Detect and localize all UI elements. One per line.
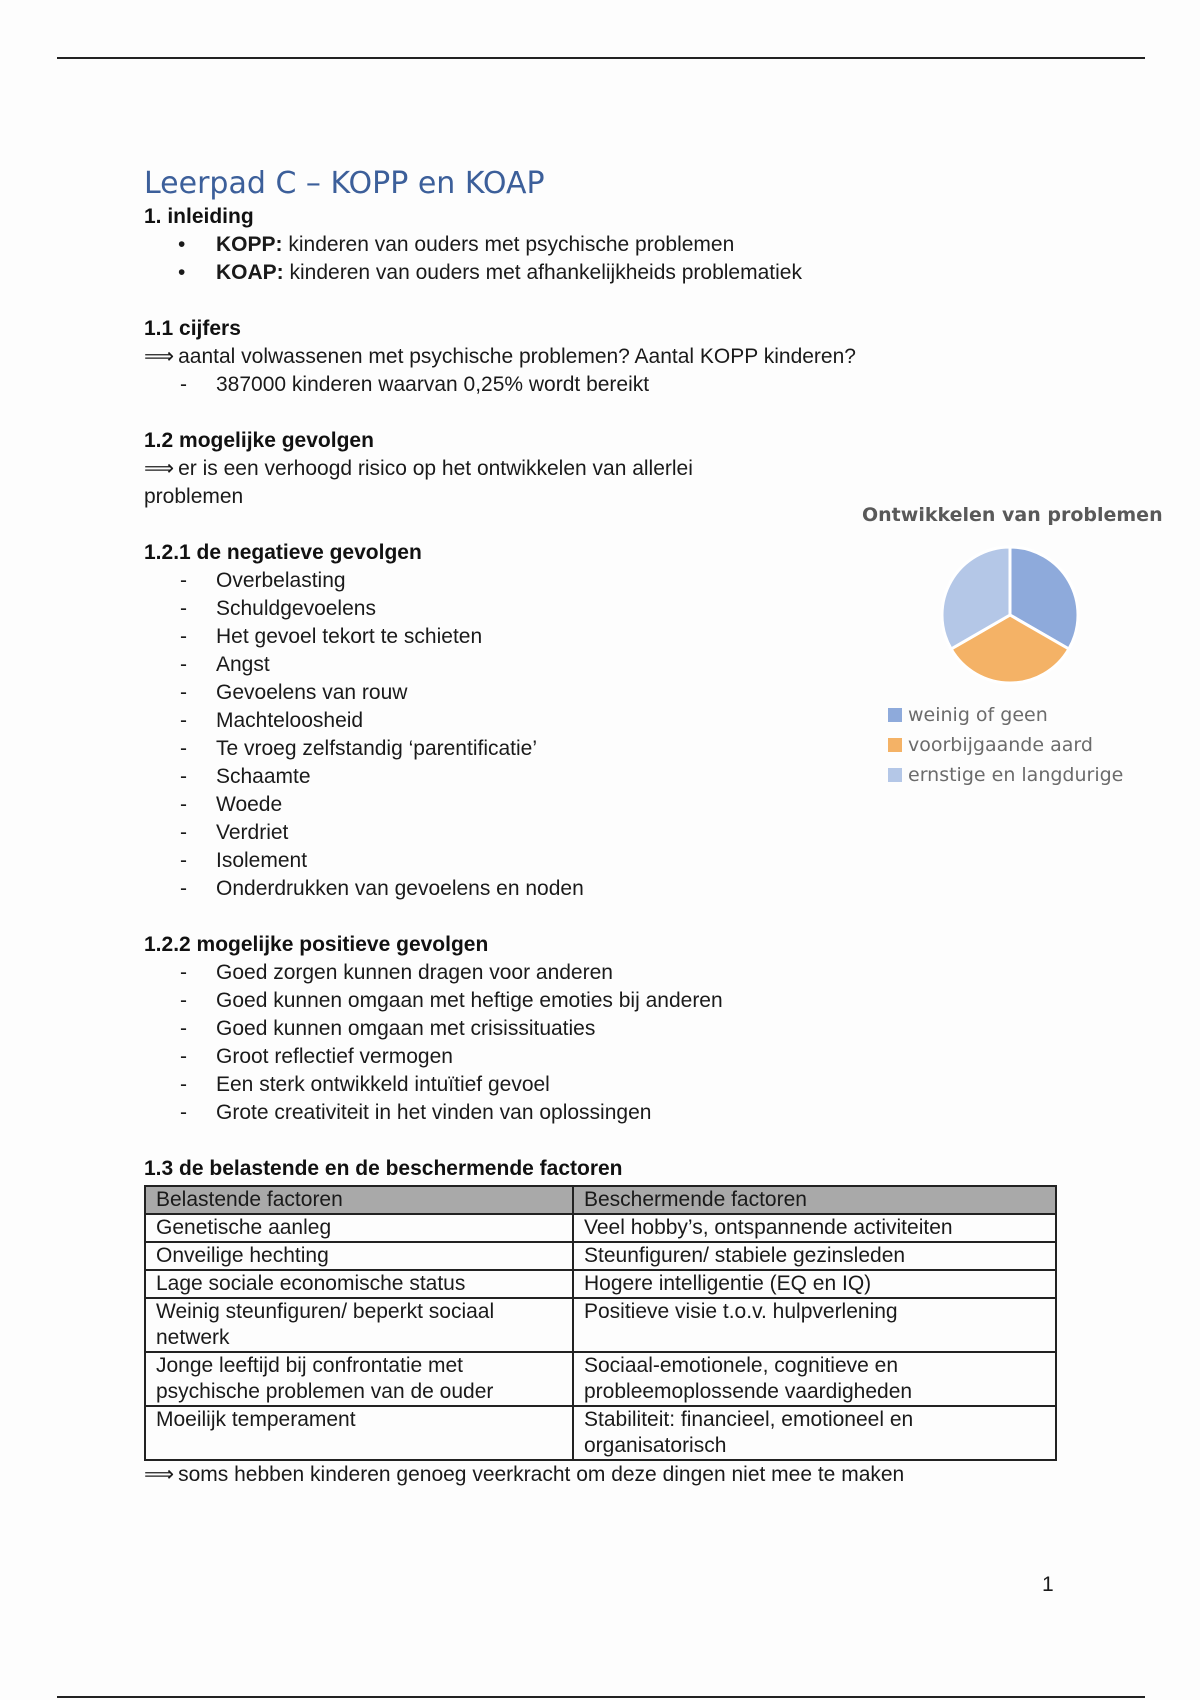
dash-icon: - — [180, 737, 187, 760]
list-item: - Overbelasting — [144, 567, 1104, 595]
dash-icon: - — [180, 821, 187, 844]
cijfers-list — [144, 371, 1104, 399]
dash-icon: - — [180, 1101, 187, 1124]
dash-icon: - — [180, 989, 187, 1012]
cijfers-arrow-line: ⟹ aantal volwassenen met psychische problemen? Aantal KOPP kinderen? — [144, 343, 1104, 371]
chart-legend — [888, 700, 1123, 790]
arrow-icon: ⟹ — [144, 345, 175, 368]
table-row — [145, 1270, 1056, 1298]
dash-icon: - — [180, 709, 187, 732]
document-page — [144, 165, 1104, 1489]
list-item: - Goed kunnen omgaan met crisissituaties — [144, 1015, 1104, 1043]
list-item: - Het gevoel tekort te schieten — [144, 623, 1104, 651]
factors-table — [144, 1185, 1057, 1461]
table-cell: Hogere intelligentie (EQ en IQ) — [573, 1270, 1056, 1298]
arrow-icon: ⟹ — [144, 457, 175, 480]
bullet-icon: • — [178, 261, 186, 284]
factoren-conclusion: ⟹ soms hebben kinderen genoeg veerkracht om deze dingen niet mee te maken — [144, 1461, 1104, 1489]
positief-list — [144, 959, 1104, 1127]
legend-item: ernstige en langdurige — [888, 760, 1123, 790]
list-item: - Machteloosheid — [144, 707, 1104, 735]
table-header-row — [145, 1186, 1056, 1214]
footer-rule — [57, 1696, 1145, 1698]
table-row — [145, 1298, 1056, 1352]
page-number: 1 — [1042, 1573, 1054, 1596]
legend-swatch-icon — [888, 768, 902, 782]
dash-icon: - — [180, 373, 187, 396]
table-cell: Sociaal-emotionele, cognitieve en probleemoplossende vaardigheden — [573, 1352, 1056, 1406]
table-row — [145, 1214, 1056, 1242]
list-item: - Isolement — [144, 847, 1104, 875]
arrow-icon: ⟹ — [144, 1463, 175, 1486]
list-item: - Woede — [144, 791, 1104, 819]
column-header: Belastende factoren — [145, 1186, 573, 1214]
table-cell: Positieve visie t.o.v. hulpverlening — [573, 1298, 1056, 1352]
table-cell: Moeilijk temperament — [145, 1406, 573, 1460]
dash-icon: - — [180, 625, 187, 648]
list-item: - 387000 kinderen waarvan 0,25% wordt bereikt — [144, 371, 1104, 399]
dash-icon: - — [180, 681, 187, 704]
dash-icon: - — [180, 1073, 187, 1096]
table-cell: Genetische aanleg — [145, 1214, 573, 1242]
table-row — [145, 1352, 1056, 1406]
dash-icon: - — [180, 597, 187, 620]
table-cell: Weinig steunfiguren/ beperkt sociaal netwerk — [145, 1298, 573, 1352]
list-item: - Te vroeg zelfstandig ‘parentificatie’ — [144, 735, 1104, 763]
legend-item: voorbijgaande aard — [888, 730, 1123, 760]
legend-swatch-icon — [888, 708, 902, 722]
heading-positief: 1.2.2 mogelijke positieve gevolgen — [144, 933, 489, 956]
list-item: • KOPP: kinderen van ouders met psychische problemen — [144, 231, 1104, 259]
heading-gevolgen: 1.2 mogelijke gevolgen — [144, 429, 374, 452]
dash-icon: - — [180, 1045, 187, 1068]
table-cell: Jonge leeftijd bij confrontatie met psychische problemen van de ouder — [145, 1352, 573, 1406]
table-cell: Stabiliteit: financieel, emotioneel en organisatorisch — [573, 1406, 1056, 1460]
heading-inleiding: 1. inleiding — [144, 205, 254, 228]
dash-icon: - — [180, 653, 187, 676]
table-cell: Steunfiguren/ stabiele gezinsleden — [573, 1242, 1056, 1270]
dash-icon: - — [180, 961, 187, 984]
intro-list — [144, 231, 1104, 287]
heading-cijfers: 1.1 cijfers — [144, 317, 241, 340]
pie-chart — [862, 500, 1162, 800]
list-item: - Onderdrukken van gevoelens en noden — [144, 875, 1104, 903]
list-item: - Angst — [144, 651, 1104, 679]
list-item: - Goed kunnen omgaan met heftige emoties bij anderen — [144, 987, 1104, 1015]
dash-icon: - — [180, 765, 187, 788]
table-row — [145, 1406, 1056, 1460]
list-item: - Verdriet — [144, 819, 1104, 847]
chart-title: Ontwikkelen van problemen — [862, 504, 1163, 526]
heading-negatief: 1.2.1 de negatieve gevolgen — [144, 541, 422, 564]
header-rule — [57, 57, 1145, 59]
column-header: Beschermende factoren — [573, 1186, 1056, 1214]
dash-icon: - — [180, 1017, 187, 1040]
list-item: - Gevoelens van rouw — [144, 679, 1104, 707]
list-item: - Een sterk ontwikkeld intuïtief gevoel — [144, 1071, 1104, 1099]
table-row — [145, 1242, 1056, 1270]
page-title: Leerpad C – KOPP en KOAP — [144, 166, 545, 201]
list-item: - Groot reflectief vermogen — [144, 1043, 1104, 1071]
heading-factoren: 1.3 de belastende en de beschermende factoren — [144, 1157, 623, 1180]
dash-icon: - — [180, 877, 187, 900]
bullet-icon: • — [178, 233, 186, 256]
list-item: - Schaamte — [144, 763, 1104, 791]
list-item: - Goed zorgen kunnen dragen voor anderen — [144, 959, 1104, 987]
list-item: • KOAP: kinderen van ouders met afhankelijkheids problematiek — [144, 259, 1104, 287]
dash-icon: - — [180, 793, 187, 816]
legend-item: weinig of geen — [888, 700, 1123, 730]
legend-swatch-icon — [888, 738, 902, 752]
table-cell: Veel hobby’s, ontspannende activiteiten — [573, 1214, 1056, 1242]
pie-graphic — [940, 545, 1080, 685]
table-cell: Lage sociale economische status — [145, 1270, 573, 1298]
table-cell: Onveilige hechting — [145, 1242, 573, 1270]
list-item: - Grote creativiteit in het vinden van oplossingen — [144, 1099, 1104, 1127]
list-item: - Schuldgevoelens — [144, 595, 1104, 623]
dash-icon: - — [180, 569, 187, 592]
gevolgen-arrow-line: ⟹ er is een verhoogd risico op het ontwikkelen van allerlei problemen — [144, 457, 693, 508]
dash-icon: - — [180, 849, 187, 872]
